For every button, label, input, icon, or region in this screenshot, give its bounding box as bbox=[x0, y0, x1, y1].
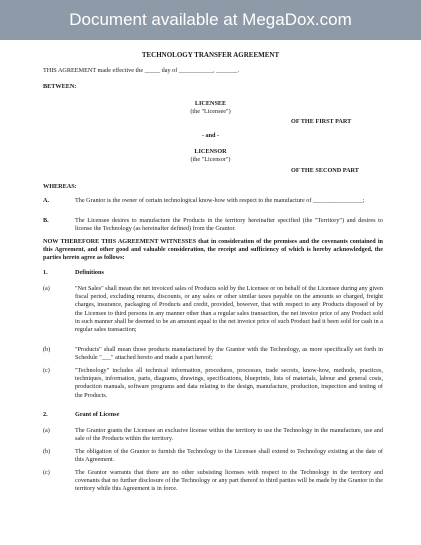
grant-text: The Grantor grants the Licensee an exclusive license within the territory to use the Technology in the manufacture, use and sale of the Products within the territory. bbox=[75, 427, 383, 443]
megadox-banner: Document available at MegaDox.com bbox=[0, 0, 421, 40]
and-separator: - and - bbox=[201, 132, 220, 139]
licensor-name: LICENSOR bbox=[194, 148, 227, 155]
definition-label: (b) bbox=[43, 346, 51, 353]
first-part-label: OF THE FIRST PART bbox=[291, 118, 352, 125]
licensee-alias: (the "Licensee") bbox=[190, 108, 231, 115]
document-page bbox=[0, 40, 421, 545]
section-number: 2. bbox=[43, 411, 48, 418]
recital-label: A. bbox=[43, 197, 50, 204]
licensor-alias: (the "Licensor") bbox=[190, 156, 231, 163]
second-part-label: OF THE SECOND PART bbox=[291, 167, 359, 174]
section-title: Grant of License bbox=[75, 411, 120, 418]
section-title: Definitions bbox=[75, 269, 104, 276]
grant-text: The obligation of the Grantor to furnish the Technology to the Licensee shall extend to Technology existing at the date of this Agreement. bbox=[75, 448, 383, 464]
grant-label: (b) bbox=[43, 448, 51, 455]
definition-text: "Products" shall mean those products manufactured by the Grantor with the Technology, as more specifically set forth in Schedule "___" attached hereto and made a part hereof; bbox=[75, 346, 383, 362]
recital-text: The Licensee desires to manufacture the Products in the territory hereinafter specified (the "Territory") and desires to license the Technology (as hereinafter defined) from the Grantor. bbox=[75, 217, 383, 233]
section-number: 1. bbox=[43, 269, 48, 276]
witnesses-clause: NOW THEREFORE THIS AGREEMENT WITNESSES that in consideration of the premises and the covenants contained in this Agreement, and other good and valuable consideration, the receipt and sufficiency of which is hereby acknowledged, the parties hereto agree as follows: bbox=[43, 238, 383, 262]
definition-label: (c) bbox=[43, 367, 50, 374]
recital-label: B. bbox=[43, 217, 49, 224]
agreement-date-line: THIS AGREEMENT made effective the _____ day of ___________, _______. bbox=[43, 67, 240, 74]
grant-text: The Grantor warrants that there are no other subsisting licenses with respect to the Technology in the territory and covenants that no further disclosure of the Technology or any part thereof to third parties will be made by the Grantor in the territory while this Agreement is in force. bbox=[75, 469, 383, 493]
grant-label: (c) bbox=[43, 469, 50, 476]
between-heading: BETWEEN: bbox=[43, 83, 77, 90]
definition-label: (a) bbox=[43, 285, 50, 292]
definition-text: "Net Sales" shall mean the net invoiced sales of Products sold by the Licensee or on behalf of the Licensee during any given fiscal period, excluding returns, discounts, or any sales or other similar taxes payable on the amounts so charged, freight charges, insurance, packaging of Products and credit, provided, however, that with respect to any Products disposed of by the Licensee to third persons in any manner other than a regular sales transaction, the net invoice price of any Product sold in such manner shall be deemed to be an amount equal to the net invoice price of such Product had it been sold for cash in a regular sales transaction; bbox=[75, 285, 383, 334]
document-title: TECHNOLOGY TRANSFER AGREEMENT bbox=[141, 51, 280, 59]
recital-text: The Grantor is the owner of certain technological know-how with respect to the manufacture of ________________; bbox=[75, 197, 365, 204]
grant-label: (a) bbox=[43, 427, 50, 434]
definition-text: "Technology" includes all technical information, procedures, processes, trade secrets, know-how, methods, practices, techniques, information, parts, diagrams, drawings, specifications, blueprints, lists of materials, labour and general costs, production manuals, software programs and data relating to the design, manufacture, production, inspection and testing of the Products. bbox=[75, 367, 383, 399]
whereas-heading: WHEREAS: bbox=[43, 183, 77, 190]
licensee-name: LICENSEE bbox=[194, 100, 227, 107]
